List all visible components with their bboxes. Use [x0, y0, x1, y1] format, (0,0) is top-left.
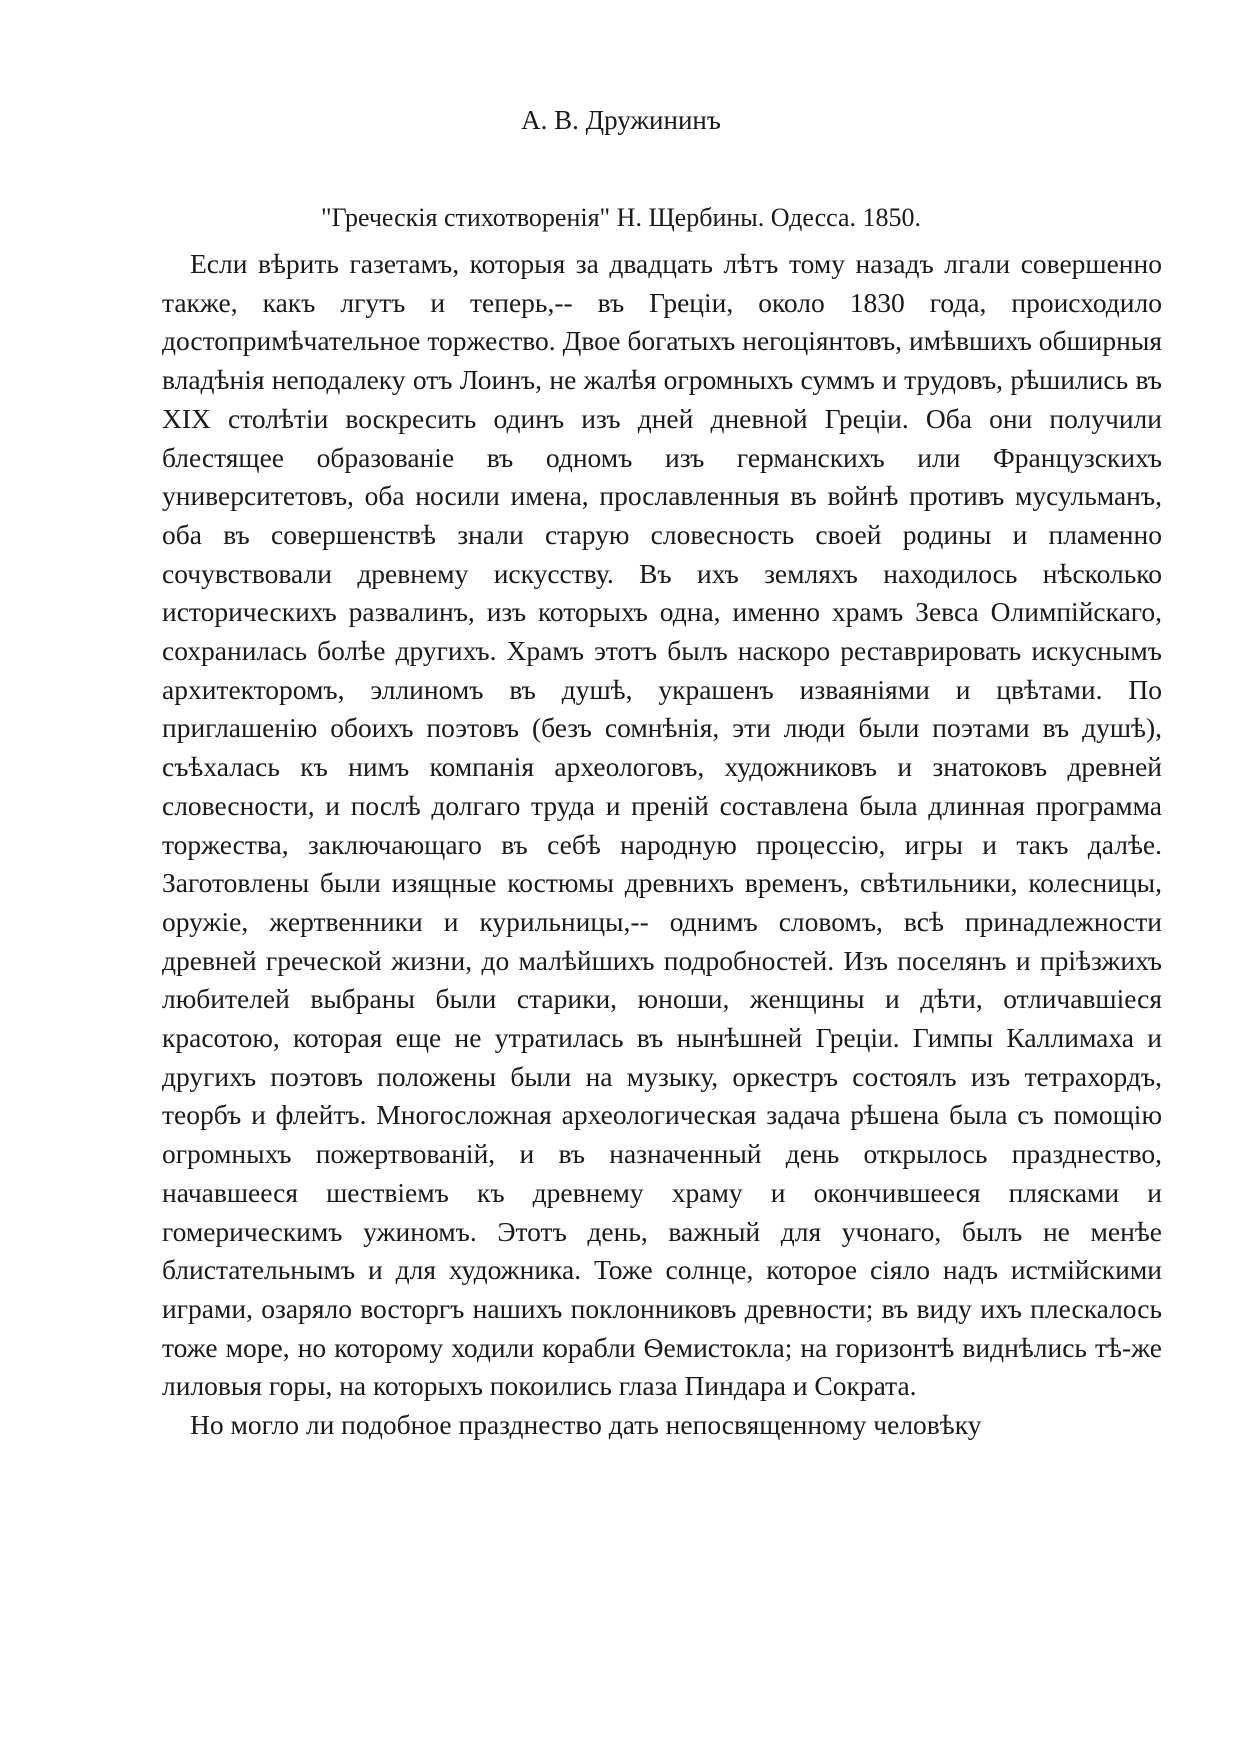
paragraph-1: Если вѣрить газетамъ, которыя за двадцать лѣтъ тому назадъ лгали совершенно также, какъ лгутъ и теперь,-- въ Греціи, около 1830 года, происходило достопримѣчательное торжество. Двое богатыхъ негоціянтовъ, имѣвшихъ обширныя владѣнія неподалеку отъ Лоинъ, не жалѣя огромныхъ суммъ и трудовъ, рѣшились въ XIX столѣтіи воскресить одинъ изъ дней дневной Греціи. Оба они получили блестящее образованіе въ одномъ изъ германскихъ или Французскихъ университетовъ, оба носили имена, прославленныя въ войнѣ противъ мусульманъ, оба въ совершенствѣ знали старую словесность своей родины и пламенно сочувствовали древнему искусству. Въ ихъ земляхъ находилось нѣсколько историческихъ развалинъ, изъ которыхъ одна, именно храмъ Зевса Олимпійскаго, сохранилась болѣе другихъ. Храмъ этотъ былъ наскоро реставрировать искуснымъ архитекторомъ, эллиномъ въ душѣ, украшенъ изваяніями и цвѣтами. По приглашенію обоихъ поэтовъ (безъ сомнѣнія, эти люди были поэтами въ душѣ), съѣхалась къ нимъ компанія археологовъ, художниковъ и знатоковъ древней словесности, и послѣ долгаго труда и преній составлена была длинная программа торжества, заключающаго въ себѣ народную процессію, игры и такъ далѣе. Заготовлены были изящные костюмы древнихъ временъ, свѣтильники, колесницы, оружіе, жертвенники и курильницы,-- однимъ словомъ, всѣ принадлежности древней греческой жизни, до малѣйшихъ подробностей. Изъ поселянъ и пріѣзжихъ любителей выбраны были старики, юноши, женщины и дѣти, отличавшіеся красотою, которая еще не утратилась въ нынѣшней Греціи. Гимпы Каллимаха и другихъ поэтовъ положены были на музыку, оркестръ состоялъ изъ тетрахордъ, теорбъ и флейтъ. Многосложная археологическая задача рѣшена была съ помощію огромныхъ пожертвованій, и въ назначенный день открылось празднество, начавшееся шествіемъ къ древнему храму и окончившееся плясками и гомерическимъ ужиномъ. Этотъ день, важный для учонаго, былъ не менѣе блистательнымъ и для художника. Тоже солнце, которое сіяло надъ истмійскими играми, озаряло восторгъ нашихъ поклонниковъ древности; въ виду ихъ плескалось тоже море, но которому ходили корабли Ѳемистокла; на горизонтѣ виднѣлись тѣ-же лиловыя горы, на которыхъ покоились глаза Пиндара и Сократа. [162, 248, 1162, 1402]
article-body [162, 245, 1162, 1445]
author-heading: А. В. Дружининъ [521, 105, 721, 135]
article-title: "Греческія стихотворенія" Н. Щербины. Одесса. 1850. [320, 203, 922, 232]
paragraph-2: Но могло ли подобное празднество дать непосвященному человѣку [190, 1409, 982, 1441]
